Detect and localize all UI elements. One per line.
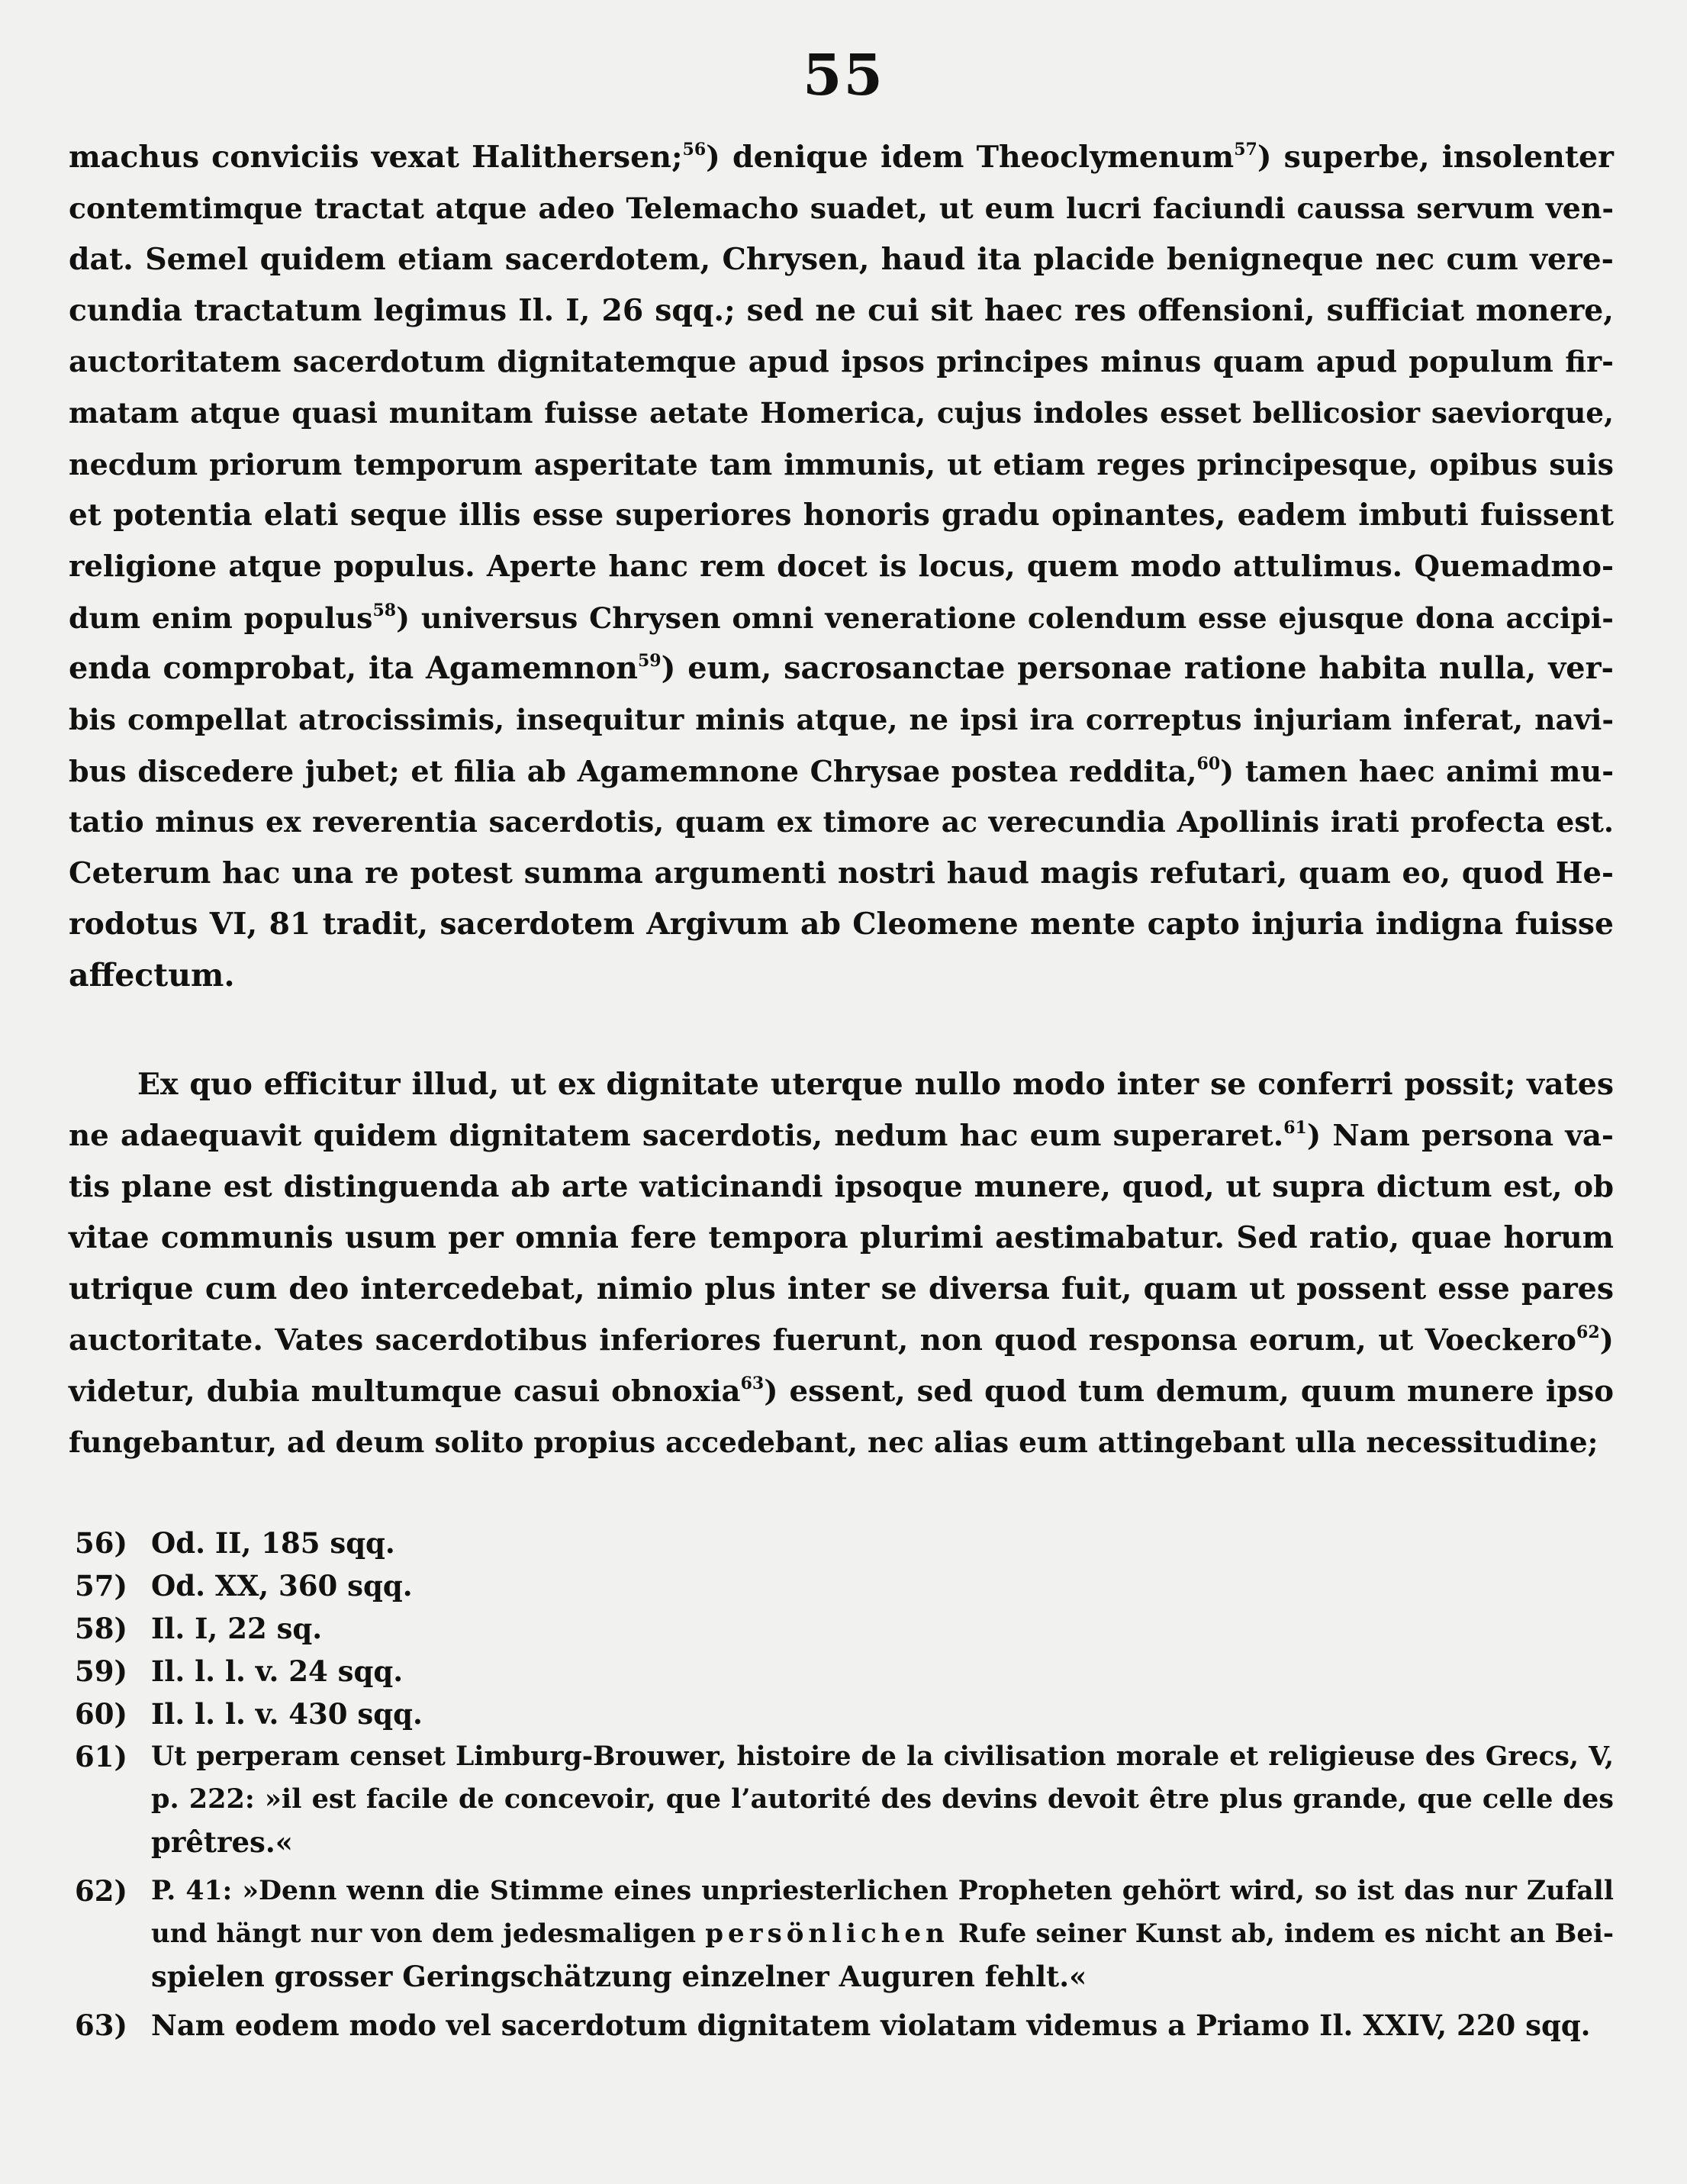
footnote-number: 60) xyxy=(75,1697,127,1731)
text-segment: ) superbe, insolenter xyxy=(1257,140,1614,175)
text-segment: tis plane est distinguenda ab arte vaticinandi ipsoque munere, quod, ut supra dictum est, ob xyxy=(69,1170,1614,1204)
text-segment: ) xyxy=(1599,1323,1614,1358)
text-segment: ) Nam persona va- xyxy=(1306,1119,1614,1153)
text-segment: necdum priorum temporum asperitate tam immunis, ut etiam reges principesque, opibus suis xyxy=(69,447,1614,482)
text-line xyxy=(69,285,1614,337)
text-segment: bus discedere jubet; et filia ab Agamemnone Chrysae postea reddita, xyxy=(69,754,1197,788)
text-segment: matam atque quasi munitam fuisse aetate Homerica, cujus indoles esset bellicosior saeviorque, xyxy=(69,396,1614,430)
footnote-number: 58) xyxy=(75,1612,127,1645)
text-line xyxy=(69,1059,1614,1110)
footnote xyxy=(75,1564,1614,1607)
text-line xyxy=(69,848,1614,899)
text-segment: Ex quo efficitur illud, ut ex dignitate uterque nullo modo inter se conferri possit; vates xyxy=(137,1067,1614,1102)
text-segment: videtur, dubia multumque casui obnoxia xyxy=(69,1374,741,1409)
page-number: 55 xyxy=(803,43,884,108)
text-segment: utrique cum deo intercedebat, nimio plus inter se diversa fuit, quam ut possent esse pares xyxy=(69,1271,1614,1306)
footnote-text: und hängt nur von dem jedesmaligen xyxy=(151,1918,706,1949)
text-segment: vitae communis usum per omnia fere tempora plurimi aestimabatur. Sed ratio, quae horum xyxy=(69,1220,1614,1255)
footnote-ref: 60 xyxy=(1196,754,1221,774)
footnote xyxy=(75,1607,1614,1650)
footnote-ref: 59 xyxy=(638,651,662,671)
text-segment: ) universus Chrysen omni veneratione colendum esse ejusque dona accipi- xyxy=(396,601,1615,635)
text-segment: ) denique idem Theoclymenum xyxy=(706,140,1235,175)
text-segment: dum enim populus xyxy=(69,601,373,635)
footnote-line: P. 41: »Denn wenn die Stimme eines unpriesterlichen Propheten gehört wird, so ist das nur Zufall xyxy=(151,1875,1614,1906)
footnote-62 xyxy=(75,1870,1614,1998)
footnotes xyxy=(75,1522,1614,2047)
text-line xyxy=(69,643,1614,694)
footnote-line xyxy=(75,1912,1614,1955)
paragraph-1 xyxy=(69,132,1614,1001)
footnote-ref: 58 xyxy=(372,601,397,620)
footnote-ref: 56 xyxy=(682,140,707,159)
text-line xyxy=(69,234,1614,285)
text-line xyxy=(69,183,1614,234)
footnote-line: p. 222: »il est facile de concevoir, que l’autorité des devins devoit être plus grande, que celle des xyxy=(151,1783,1614,1815)
text-line xyxy=(69,388,1614,439)
footnote-number: 61) xyxy=(75,1740,127,1773)
text-segment: auctoritatem sacerdotum dignitatemque apud ipsos principes minus quam apud populum fir- xyxy=(69,345,1614,379)
footnote-number: 62) xyxy=(75,1874,127,1908)
footnote-line: prêtres.« xyxy=(151,1825,293,1859)
footnote-number: 63) xyxy=(75,2008,127,2042)
footnote-ref: 57 xyxy=(1234,140,1257,159)
text-line xyxy=(69,1161,1614,1213)
text-segment: rodotus VI, 81 tradit, sacerdotem Argivum ab Cleomene mente capto injuria indigna fuisse xyxy=(69,907,1614,942)
footnote-text: Od. XX, 360 sqq. xyxy=(151,1569,413,1603)
text-segment: ) essent, sed quod tum demum, quum munere ipso xyxy=(764,1374,1614,1409)
text-segment: affectum. xyxy=(69,957,235,994)
text-segment: Ceterum hac una re potest summa argumenti nostri haud magis refutari, quam eo, quod He- xyxy=(69,856,1614,891)
text-segment: tatio minus ex reverentia sacerdotis, quam ex timore ac verecundia Apollinis irati profecta est. xyxy=(69,805,1614,839)
footnote-text: Nam eodem modo vel sacerdotum dignitatem violatam videmus a Priamo Il. XXIV, 220 sqq. xyxy=(151,2008,1591,2042)
text-line xyxy=(69,899,1614,950)
footnote-number: 57) xyxy=(75,1569,127,1603)
text-segment: ) eum, sacrosanctae personae ratione habita nulla, ver- xyxy=(661,651,1614,686)
footnote xyxy=(75,1650,1614,1693)
footnote-line: Ut perperam censet Limburg-Brouwer, histoire de la civilisation morale et religieuse des Grecs, V, xyxy=(151,1741,1614,1772)
text-line xyxy=(69,694,1614,746)
footnote-ref: 63 xyxy=(740,1374,765,1393)
text-segment: cundia tractatum legimus Il. I, 26 sqq.; sed ne cui sit haec res offensioni, sufficiat monere, xyxy=(69,293,1614,328)
footnote xyxy=(75,1522,1614,1564)
emphasized-text: persönlichen xyxy=(705,1918,949,1949)
text-line xyxy=(69,746,1614,797)
text-line xyxy=(69,490,1614,541)
footnote-ref: 61 xyxy=(1283,1118,1307,1138)
text-line xyxy=(69,439,1614,490)
footnote-61 xyxy=(75,1735,1614,1863)
footnote-text: Il. I, 22 sq. xyxy=(151,1612,323,1645)
footnote-number: 56) xyxy=(75,1526,127,1560)
footnote-text: Il. l. l. v. 430 sqq. xyxy=(151,1697,423,1731)
text-segment: bis compellat atrocissimis, insequitur minis atque, ne ipsi ira correptus injuriam inferat, navi- xyxy=(69,703,1614,736)
text-segment: dat. Semel quidem etiam sacerdotem, Chrysen, haud ita placide benigneque nec cum vere- xyxy=(69,242,1614,277)
text-line xyxy=(69,1366,1614,1417)
text-line xyxy=(69,1315,1614,1366)
text-segment: contemtimque tractat atque adeo Telemacho suadet, ut eum lucri faciundi caussa servum ven- xyxy=(69,192,1614,225)
text-line xyxy=(69,132,1614,183)
footnote-63 xyxy=(75,2004,1614,2047)
text-segment: machus conviciis vexat Halithersen; xyxy=(69,140,683,175)
footnote-number: 59) xyxy=(75,1654,127,1688)
footnote-text: Il. l. l. v. 24 sqq. xyxy=(151,1654,404,1688)
text-line xyxy=(69,797,1614,848)
footnote xyxy=(75,1693,1614,1735)
text-segment: ) tamen haec animi mu- xyxy=(1220,754,1614,788)
text-line xyxy=(69,541,1614,592)
text-line xyxy=(69,950,1614,1001)
text-line xyxy=(69,1213,1614,1264)
text-line xyxy=(69,337,1614,388)
text-segment: religione atque populus. Aperte hanc rem docet is locus, quem modo attulimus. Quemadmo- xyxy=(69,549,1614,584)
paragraph-2 xyxy=(69,1059,1614,1468)
footnote-text: Rufe seiner Kunst ab, indem es nicht an Bei- xyxy=(948,1918,1614,1949)
text-segment: auctoritate. Vates sacerdotibus inferiores fuerunt, non quod responsa eorum, ut Voeckero xyxy=(69,1323,1577,1358)
text-segment: fungebantur, ad deum solito propius accedebant, nec alias eum attingebant ulla necessitudine; xyxy=(69,1425,1598,1459)
text-line xyxy=(69,592,1614,643)
footnote-line: spielen grosser Geringschätzung einzelner Auguren fehlt.« xyxy=(151,1960,1087,1993)
text-segment: et potentia elati seque illis esse superiores honoris gradu opinantes, eadem imbuti fuissent xyxy=(69,498,1614,533)
text-line xyxy=(69,1110,1614,1161)
footnote-ref: 62 xyxy=(1576,1322,1600,1342)
text-line xyxy=(69,1264,1614,1315)
text-segment: enda comprobat, ita Agamemnon xyxy=(69,651,638,686)
footnote-text: Od. II, 185 sqq. xyxy=(151,1526,395,1560)
text-segment: ne adaequavit quidem dignitatem sacerdotis, nedum hac eum superaret. xyxy=(69,1119,1284,1153)
text-line xyxy=(69,1417,1614,1468)
